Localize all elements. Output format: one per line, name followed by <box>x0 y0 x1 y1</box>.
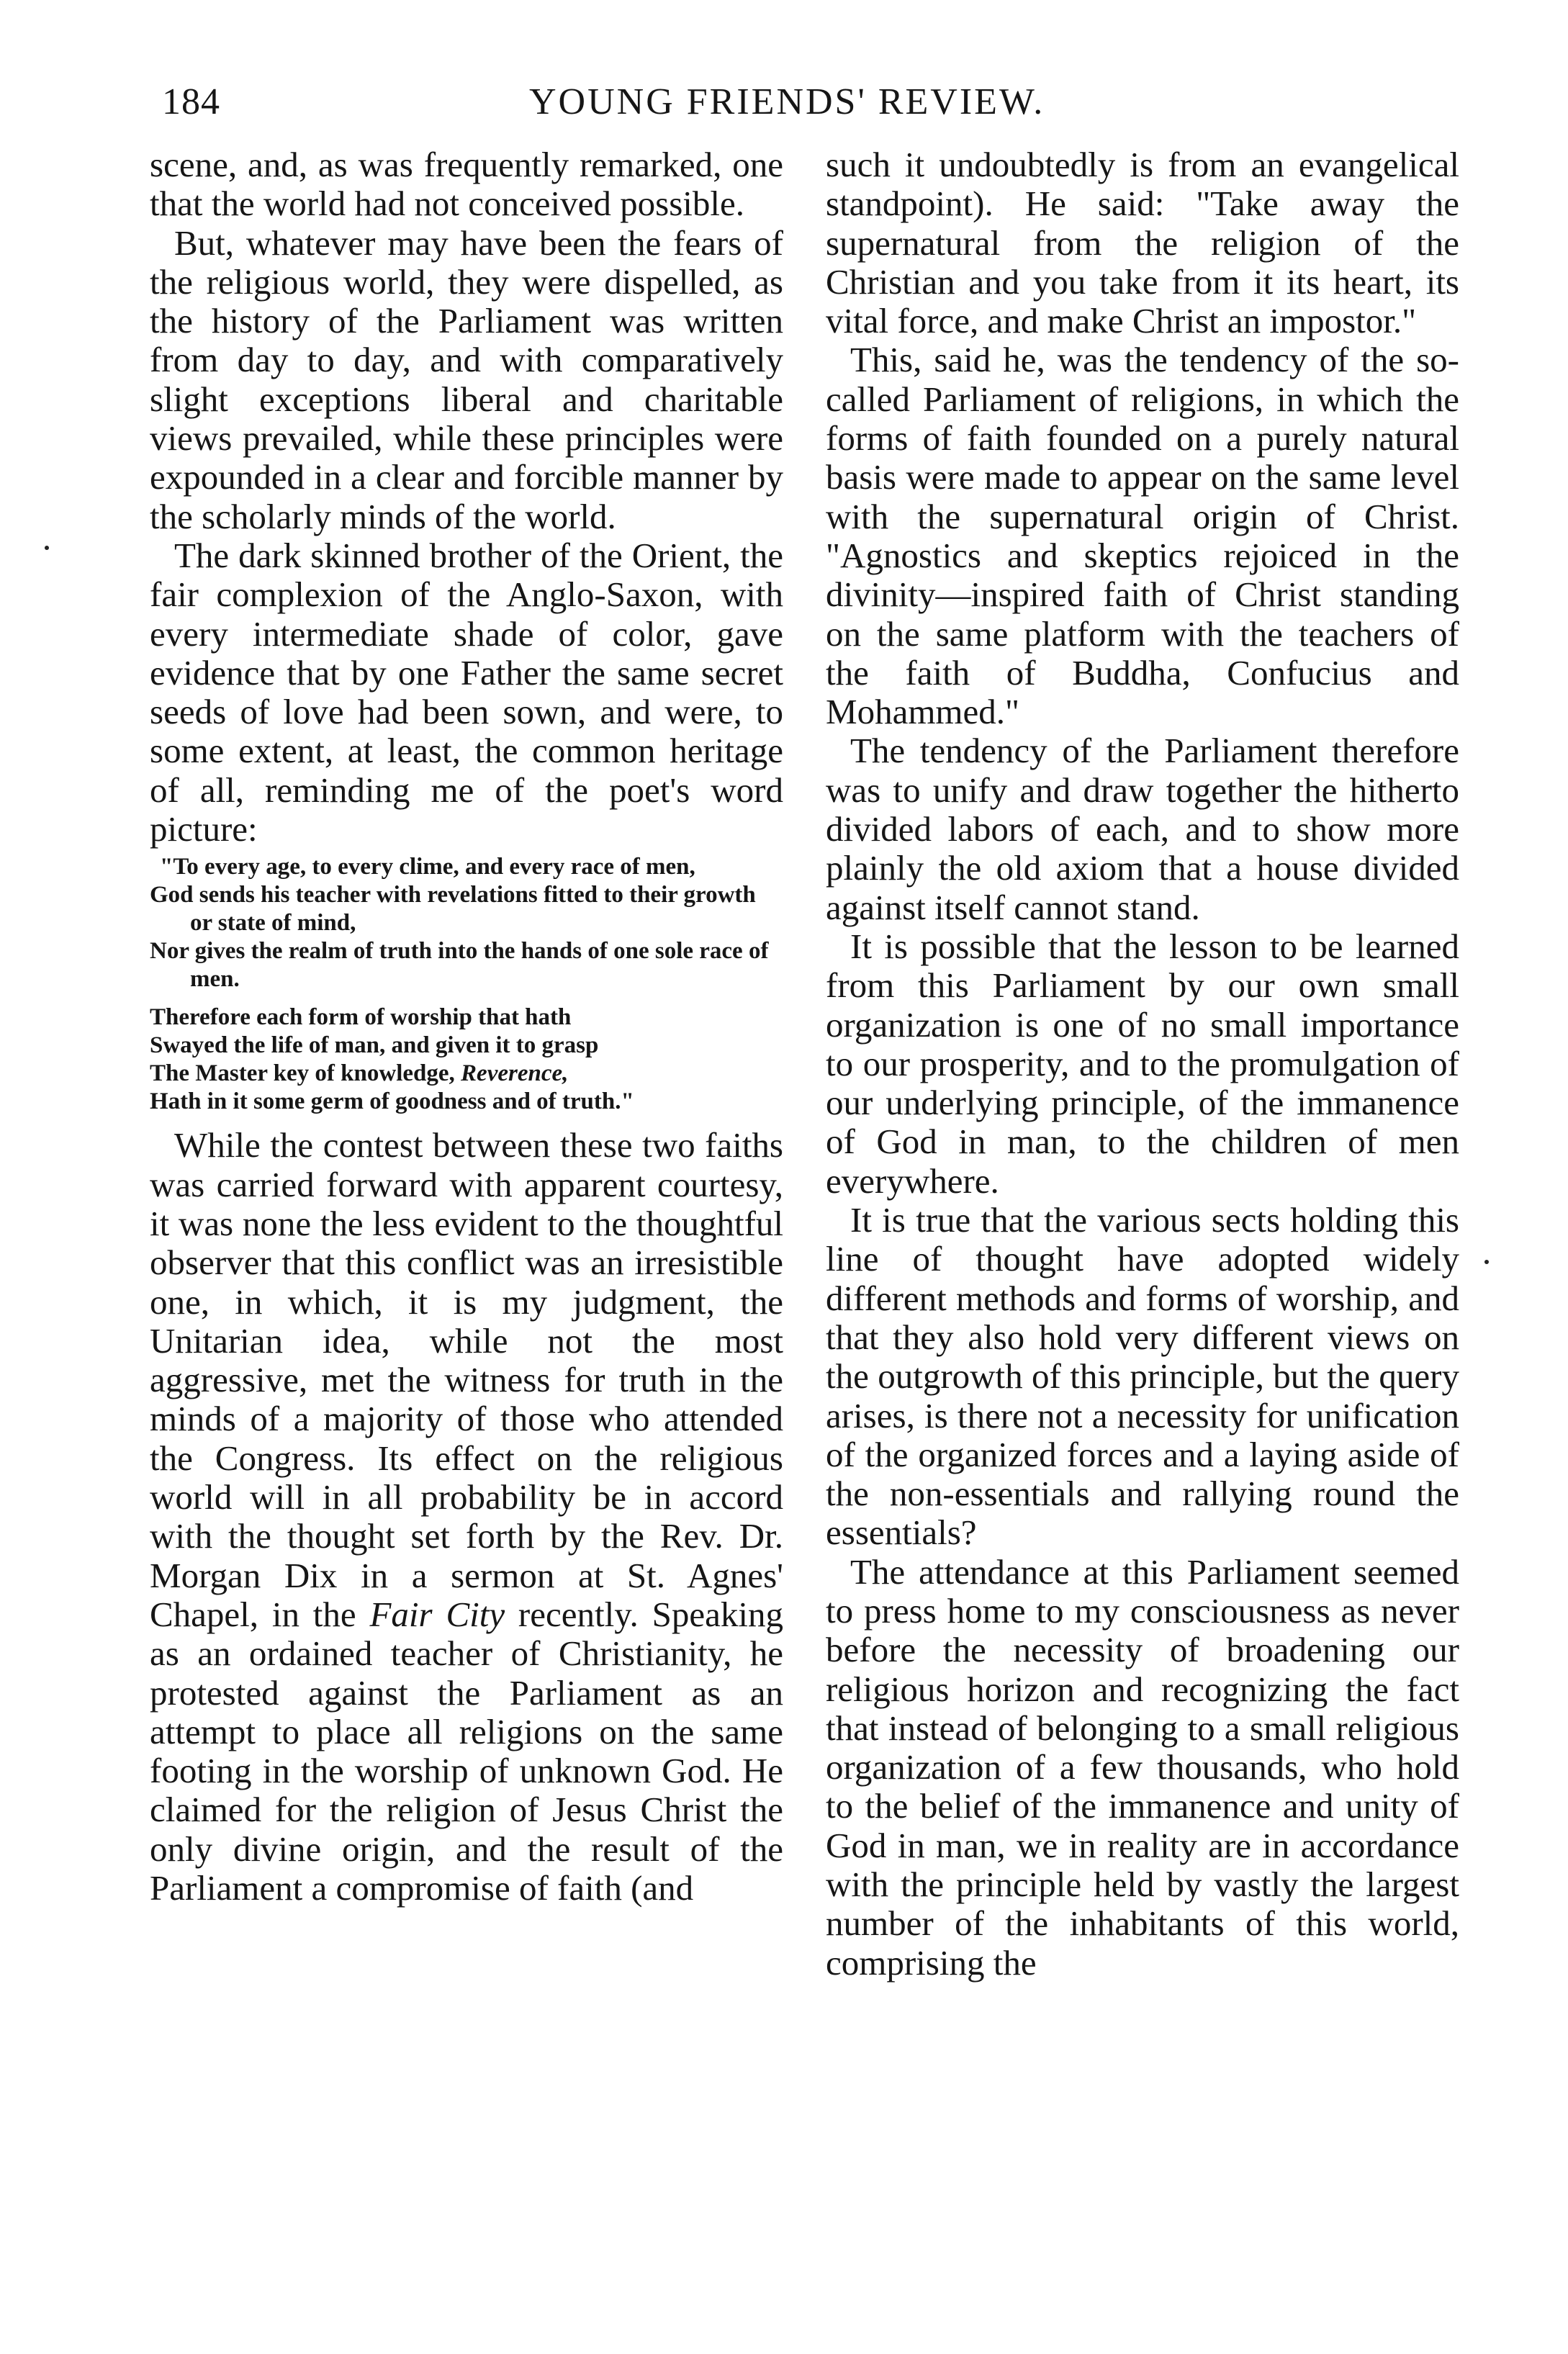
poem-stanza <box>150 853 783 993</box>
margin-dot <box>45 546 49 550</box>
paragraph <box>150 1126 783 1908</box>
poem-line: Swayed the life of man, and given it to grasp <box>150 1032 599 1059</box>
paragraph-text: While the contest between these two faiths was carried forward with apparent courtesy, it was none the less evident to the thoughtful observer that this conflict was an irresistible one, in which, it is my judgment, the Unitarian idea, while not the most aggressive, met the witness for truth in the minds of a majority of those who attended the Congress. Its effect on the religious world will in all probability be in accord with the thought set forth by the Rev. Dr. Morgan Dix in a sermon at St. Agnes' Chapel, in the <box>150 1125 783 1634</box>
poem-line <box>150 1060 783 1088</box>
poem-line: God sends his teacher with revelations fitted to their growth or state of mind, <box>150 882 756 937</box>
paragraph: such it undoubtedly is from an evangelical standpoint). He said: "Take away the supernatural from the religion of the Christian and you take from it its heart, its vital force, and make Christ an impostor." <box>826 145 1459 341</box>
poem-text: The Master key of knowledge, <box>150 1060 461 1087</box>
poem-italic-word: Reverence, <box>461 1060 569 1087</box>
poem-line: Therefore each form of worship that hath <box>150 1004 572 1031</box>
right-column <box>826 145 1459 1983</box>
paragraph: But, whatever may have been the fears of the religious world, they were dispelled, as the history of the Parliament was written from day to day, and with comparatively slight exceptions liberal and charitable views prevailed, while these principles were expounded in a clear and forcible manner by the scholarly minds of the world. <box>150 222 783 536</box>
paragraph: scene, and, as was frequently remarked, one that the world had not conceived possible. <box>150 145 783 224</box>
paragraph: The attendance at this Parliament seemed to press home to my consciousness as never before the necessity of broadening our religious horizon and recognizing the fact that instead of belonging to a small religious organization of a few thousands, who hold to the belief of the immanence and unity of God in man, we in reality are in accordance with the principle held by vastly the largest number of the inhabitants of this world, comprising the <box>826 1551 1459 1983</box>
left-column <box>150 145 783 1908</box>
poem-line: Nor gives the realm of truth into the hands of one sole race of men. <box>150 938 769 993</box>
paragraph-text: recently. Speaking as an ordained teacher of Christianity, he protested against the Parliament as an attempt to place all religions on the same footing in the worship of unknown God. He claimed for the religion of Jesus Christ the only divine origin, and the result of the Parliament a compromise of faith (and <box>150 1594 783 1908</box>
poem-line: Hath in it some germ of goodness and of truth." <box>150 1088 634 1115</box>
poem-line: "To every age, to every clime, and every race of men, <box>160 854 695 880</box>
margin-dot <box>1484 1260 1489 1264</box>
paragraph: The dark skinned brother of the Orient, the fair complexion of the Anglo-Saxon, with every intermediate shade of color, gave evidence that by one Father the same secret seeds of love had been sown, and were, to some extent, at least, the common heritage of all, reminding me of the poet's word picture: <box>150 535 783 849</box>
paragraph: It is true that the various sects holding this line of thought have adopted widely different methods and forms of worship, and that they also hold very different views on the outgrowth of this principle, but the query arises, is there not a necessity for unification of the organized forces and a laying aside of the non-essentials and rallying round the essentials? <box>826 1200 1459 1553</box>
paragraph: This, said he, was the tendency of the so-called Parliament of religions, in which the forms of faith founded on a purely natural basis were made to appear on the same level with the supernatural origin of Christ. "Agnostics and skeptics rejoiced in the divinity—inspired faith of Christ standing on the same platform with the teachers of the faith of Buddha, Confucius and Mohammed." <box>826 340 1459 732</box>
paragraph: It is possible that the lesson to be learned from this Parliament by our own small organization is one of no small importance to our prosperity, and to the promulgation of our underlying principle, of the immanence of God in man, to the children of men everywhere. <box>826 926 1459 1201</box>
poem-quote <box>150 853 783 1116</box>
poem-stanza <box>150 1004 783 1116</box>
page-header <box>162 81 1447 138</box>
page-number: 184 <box>162 81 220 122</box>
paragraph: The tendency of the Parliament therefore was to unify and draw together the hitherto divided labors of each, and to show more plainly the old axiom that a house divided against itself cannot stand. <box>826 731 1459 927</box>
italic-title: Fair City <box>369 1594 505 1634</box>
running-title: YOUNG FRIENDS' REVIEW. <box>529 81 1045 122</box>
